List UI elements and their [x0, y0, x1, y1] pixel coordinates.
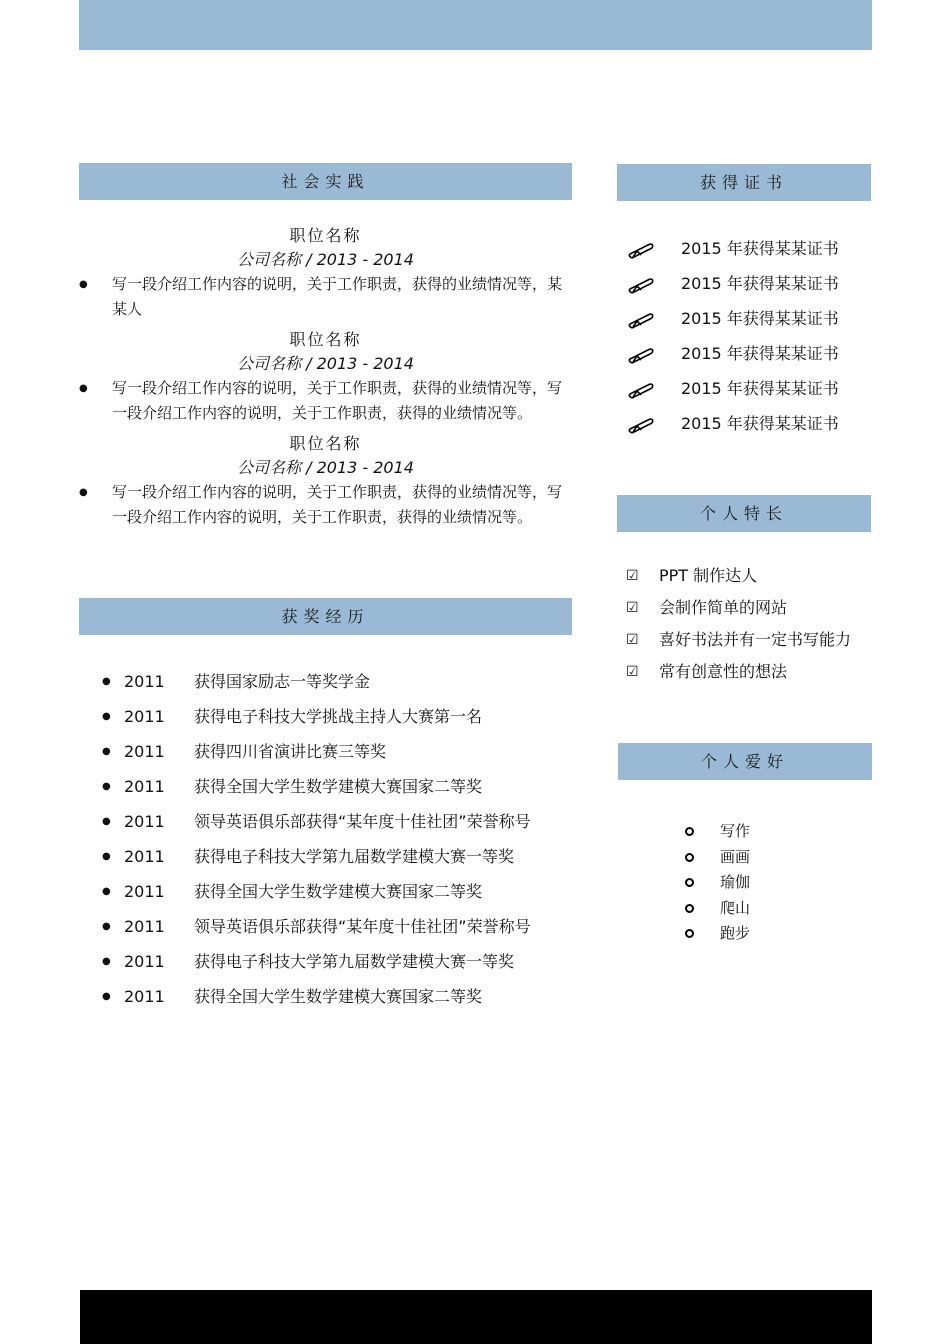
skill-text: 会制作简单的网站: [659, 598, 788, 617]
award-text: 获得电子科技大学挑战主持人大赛第一名: [194, 707, 483, 726]
ring-bullet-icon: [685, 853, 694, 862]
checkbox-checked-icon: ☑: [626, 600, 639, 616]
award-year: 2011: [124, 952, 165, 971]
certificate-text: 2015 年获得某某证书: [681, 309, 839, 328]
award-text: 获得全国大学生数学建模大赛国家二等奖: [194, 882, 483, 901]
job-company-period: 公司名称 / 2013 - 2014: [237, 354, 414, 373]
job-description: ● 写一段介绍工作内容的说明，关于工作职责，获得的业绩情况等，写一段介绍工作内容的说明，关于工作职责，获得的业绩情况等。: [79, 376, 572, 426]
bullet-icon: ●: [102, 746, 111, 757]
job-title: 职位名称: [289, 330, 362, 349]
award-text: 获得四川省演讲比赛三等奖: [194, 742, 387, 761]
award-year: 2011: [124, 882, 165, 901]
practice-entry: [79, 432, 572, 530]
certificate-item: [627, 406, 839, 441]
certificate-item: [627, 231, 839, 266]
section-header-certificates: 获得证书: [617, 164, 871, 201]
job-title: 职位名称: [289, 226, 362, 245]
certificate-item: [627, 301, 839, 336]
award-item: [102, 979, 582, 1014]
hobby-item: [683, 845, 750, 871]
ring-bullet-icon: [685, 929, 694, 938]
award-text: 获得国家励志一等奖学金: [194, 672, 371, 691]
hobby-item: [683, 896, 750, 922]
diploma-scroll-icon: [627, 301, 681, 336]
bullet-icon: ●: [102, 886, 111, 897]
award-year: 2011: [124, 917, 165, 936]
skill-item: [626, 624, 851, 656]
award-item: [102, 874, 582, 909]
diploma-scroll-icon: [627, 371, 681, 406]
award-text: 领导英语俱乐部获得“某年度十佳社团”荣誉称号: [194, 812, 531, 831]
checkbox-checked-icon: ☑: [626, 568, 639, 584]
award-item: [102, 944, 582, 979]
hobby-item: [683, 819, 750, 845]
award-text: 获得电子科技大学第九届数学建模大赛一等奖: [194, 847, 515, 866]
award-item: [102, 734, 582, 769]
award-year: 2011: [124, 847, 165, 866]
hobby-text: 爬山: [720, 898, 751, 917]
hobby-text: 瑜伽: [720, 873, 751, 891]
bullet-icon: ●: [102, 956, 111, 967]
award-text: 获得电子科技大学第九届数学建模大赛一等奖: [194, 952, 515, 971]
awards-list: [102, 664, 582, 1014]
section-header-practice: 社会实践: [79, 163, 572, 200]
award-item: [102, 839, 582, 874]
bullet-icon: ●: [102, 851, 111, 862]
hobbies-list: [683, 819, 750, 947]
award-item: [102, 909, 582, 944]
skill-text: 常有创意性的想法: [659, 662, 788, 681]
bullet-icon: ●: [102, 991, 111, 1002]
checkbox-checked-icon: ☑: [626, 632, 639, 648]
skill-item: [626, 592, 851, 624]
job-title: 职位名称: [289, 434, 362, 453]
hobby-item: [683, 921, 750, 947]
skill-item: [626, 560, 851, 592]
diploma-scroll-icon: [627, 231, 681, 266]
section-header-awards: 获奖经历: [79, 598, 572, 635]
hobby-text: 跑步: [720, 924, 751, 942]
section-header-hobbies: 个人爱好: [618, 743, 872, 780]
award-text: 获得全国大学生数学建模大赛国家二等奖: [194, 987, 483, 1006]
certificate-text: 2015 年获得某某证书: [681, 344, 839, 363]
award-text: 领导英语俱乐部获得“某年度十佳社团”荣誉称号: [194, 917, 531, 936]
skill-text: 喜好书法并有一定书写能力: [659, 630, 852, 649]
practice-entry: [79, 224, 572, 322]
award-year: 2011: [124, 812, 165, 831]
bullet-icon: ●: [102, 676, 111, 687]
certificate-text: 2015 年获得某某证书: [681, 239, 839, 258]
job-description: ● 写一段介绍工作内容的说明，关于工作职责，获得的业绩情况等，某某人: [79, 272, 572, 322]
section-header-skills: 个人特长: [617, 495, 871, 532]
certificate-text: 2015 年获得某某证书: [681, 414, 839, 433]
ring-bullet-icon: [685, 878, 694, 887]
award-year: 2011: [124, 987, 165, 1006]
award-text: 获得全国大学生数学建模大赛国家二等奖: [194, 777, 483, 796]
award-item: [102, 664, 582, 699]
certificate-item: [627, 371, 839, 406]
practice-list: [79, 224, 572, 536]
certificate-item: [627, 266, 839, 301]
diploma-scroll-icon: [627, 336, 681, 371]
certificate-text: 2015 年获得某某证书: [681, 379, 839, 398]
checkbox-checked-icon: ☑: [626, 664, 639, 680]
skills-list: [626, 560, 851, 688]
practice-entry: [79, 328, 572, 426]
award-year: 2011: [124, 672, 165, 691]
certificates-list: [627, 231, 839, 441]
award-year: 2011: [124, 707, 165, 726]
award-year: 2011: [124, 777, 165, 796]
award-item: [102, 699, 582, 734]
hobby-text: 画画: [720, 847, 751, 866]
hobby-text: 写作: [720, 822, 751, 840]
bullet-icon: ●: [102, 781, 111, 792]
diploma-scroll-icon: [627, 406, 681, 441]
bullet-icon: ●: [102, 711, 111, 722]
ring-bullet-icon: [685, 827, 694, 836]
award-year: 2011: [124, 742, 165, 761]
bullet-icon: ●: [102, 921, 111, 932]
certificate-text: 2015 年获得某某证书: [681, 274, 839, 293]
ring-bullet-icon: [685, 904, 694, 913]
diploma-scroll-icon: [627, 266, 681, 301]
bullet-icon: ●: [102, 816, 111, 827]
skill-text: PPT 制作达人: [659, 566, 758, 585]
job-description: ● 写一段介绍工作内容的说明，关于工作职责，获得的业绩情况等，写一段介绍工作内容的说明，关于工作职责，获得的业绩情况等。: [79, 480, 572, 530]
award-item: [102, 804, 582, 839]
top-color-band: [79, 0, 872, 50]
bottom-black-band: [80, 1290, 872, 1344]
award-item: [102, 769, 582, 804]
job-company-period: 公司名称 / 2013 - 2014: [237, 250, 414, 269]
certificate-item: [627, 336, 839, 371]
job-company-period: 公司名称 / 2013 - 2014: [237, 458, 414, 477]
hobby-item: [683, 870, 750, 896]
skill-item: [626, 656, 851, 688]
